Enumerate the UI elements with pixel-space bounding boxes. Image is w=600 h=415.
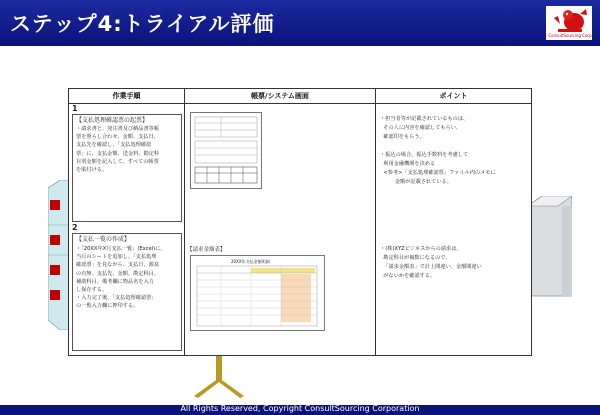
form-thumbnail	[190, 112, 262, 189]
point-line: 勘定科目が複数になるので、	[380, 255, 451, 261]
spreadsheet-grid-icon	[191, 256, 324, 330]
column-divider	[375, 89, 376, 355]
procedure-table	[68, 88, 532, 356]
point-line: その人に内容を確認してもらい、	[380, 125, 462, 131]
spreadsheet-thumbnail	[190, 255, 325, 331]
step-number: 1	[72, 104, 78, 113]
form-document-icon	[191, 113, 261, 188]
point-line: 利用金融機関を決める	[380, 161, 436, 167]
point-line: がないかを確認する。	[380, 273, 436, 279]
point-line: ・担当者等が記載されているものは、	[380, 116, 469, 122]
point-line: 金額が記載されている。	[380, 179, 452, 185]
logo-text: ConsultSourcing Corp	[548, 33, 592, 38]
column-header-screen: 帳票/システム画面	[185, 89, 375, 104]
step-title: 【支払一覧の作成】	[76, 236, 131, 243]
column-divider	[184, 89, 185, 355]
point-line: <参考>「支払処理確認票」ファイル内のメモに	[380, 170, 496, 176]
point-line: 「請求金額表」で計上間違い、金額間違い	[380, 264, 482, 270]
point-line: 確認印をもらう。	[380, 134, 425, 140]
column-header-procedure: 作業手順	[69, 89, 184, 104]
page-title: ステップ4:トライアル評価	[10, 12, 275, 36]
spreadsheet-title: 20XX年支払金額明細	[231, 259, 270, 264]
column-header-points: ポイント	[376, 89, 531, 104]
step-title: 【支払処理確認票の起票】	[76, 117, 149, 124]
step-description: ・請求書と、発注書及び納品書等帳 票を照らし合わせ、金額、支払日、 支払先を確認し、「支払処理確認 票」に、支払金額、送金料、勘定科 目別金額を記入して、すべての帳票 を貼付ける。	[76, 126, 160, 174]
point-line: ・(株)XYZビジネスからの請求は、	[380, 246, 462, 252]
step-description: ・「20XX年X月支払一覧」(Excel)に、 当月のシートを追加し、「支払処理 確認票」を見ながら、支払日、源泉 の有無、支払先、金額、勘定科目、 補助科目、備考欄に物品名を入力 し保存する。 ・入力完了後、「支払処理確認票」 の一覧入力欄に押印する。	[76, 246, 166, 310]
desk-illustration-right	[528, 196, 572, 306]
copyright-text: All Rights Reserved, Copyright ConsultSourcing Corporation	[180, 404, 420, 413]
point-line: ・振込の場合、振込手数料を考慮して	[380, 152, 469, 158]
easel-stand-illustration	[190, 352, 250, 398]
step-number: 2	[72, 223, 78, 232]
mascot-logo-icon	[546, 6, 592, 34]
screen-label: 【請求金額表】	[187, 247, 226, 253]
